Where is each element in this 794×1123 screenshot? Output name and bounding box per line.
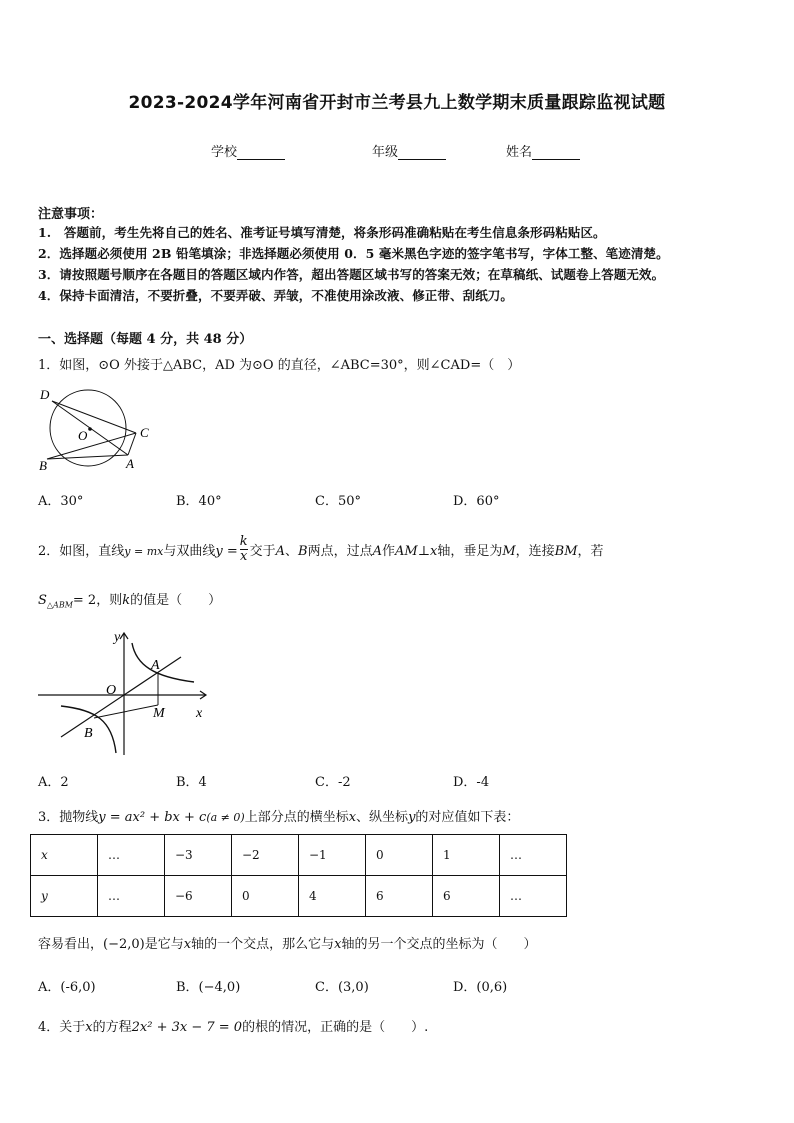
q3-option-d[interactable]: D．(0,6) xyxy=(453,980,508,995)
q1-option-d[interactable]: D．60° xyxy=(453,494,500,509)
q2-option-a[interactable]: A．2 xyxy=(38,775,69,790)
question-3-stem xyxy=(38,806,519,825)
table-cell: … xyxy=(98,835,165,876)
q1-option-a[interactable]: A．30° xyxy=(38,494,84,509)
label-b: B xyxy=(84,726,93,741)
table-cell: −2 xyxy=(232,835,299,876)
q2-area-sub: △ABM xyxy=(46,600,73,610)
label-d: D xyxy=(40,387,50,402)
table-cell: 0 xyxy=(366,835,433,876)
q3-condition: (a ≠ 0) xyxy=(206,811,245,824)
hyperbola-branch-1 xyxy=(132,643,194,682)
table-cell: 4 xyxy=(299,876,366,917)
grade-field[interactable] xyxy=(372,141,446,160)
question-2-stem-line2 xyxy=(38,589,221,610)
q2-x: x xyxy=(429,544,438,559)
grade-blank[interactable] xyxy=(398,147,446,160)
table-cell: 1 xyxy=(433,835,500,876)
label-a: A xyxy=(126,456,134,471)
q2-k: k xyxy=(122,593,131,608)
q3-l2-text-2: 是它与 xyxy=(144,937,184,952)
table-cell: … xyxy=(500,876,567,917)
q3-value-table xyxy=(30,834,567,917)
q2-option-b[interactable]: B．4 xyxy=(176,775,207,790)
table-cell: 6 xyxy=(433,876,500,917)
school-field[interactable] xyxy=(211,141,285,160)
q1-circle-figure xyxy=(30,383,160,473)
q3-y: y xyxy=(408,810,416,825)
q4-equation: 2x² + 3x − 7 = 0 xyxy=(131,1020,243,1035)
line-y-mx xyxy=(61,657,181,737)
notice-item-1: 1. 答题前，考生先将自己的姓名、准考证号填写清楚，将条形码准确粘贴在考生信息条形码粘贴区。 xyxy=(38,225,606,240)
table-row xyxy=(31,835,567,876)
name-label: 姓名 xyxy=(506,145,533,160)
notice-item-4: 4．保持卡面清洁，不要折叠，不要弄破、弄皱，不准使用涂改液、修正带、刮纸刀。 xyxy=(38,288,513,303)
q2-frac-den: x xyxy=(240,549,248,564)
q2-text-10: 的值是（ ） xyxy=(130,593,222,608)
q3-l2-text-3: 轴的一个交点，那么它与 xyxy=(191,937,335,952)
label-x: x xyxy=(196,706,203,721)
q2-hyperbola-lhs: y = xyxy=(215,544,238,559)
q2-frac-num: k xyxy=(239,534,248,549)
q3-known-point: (−2,0) xyxy=(103,937,145,952)
q3-text-1: 3．抛物线 xyxy=(38,810,99,825)
q2-area-s: S xyxy=(38,593,47,608)
chord-ca xyxy=(128,433,136,455)
notice-heading: 注意事项： xyxy=(38,207,104,222)
q2-text-5: 作 xyxy=(382,544,396,559)
q2-text-3: 交于 xyxy=(249,544,276,559)
notice-item-2: 2．选择题必须使用 2B 铅笔填涂；非选择题必须使用 0．5 毫米黑色字迹的签字笔书写，字体工整、笔迹清楚。 xyxy=(38,246,669,261)
table-cell: … xyxy=(98,876,165,917)
q2-text-9: ，则 xyxy=(96,593,123,608)
q3-option-c[interactable]: C．(3,0) xyxy=(315,980,369,995)
section-heading: 一、选择题（每题 4 分，共 48 分） xyxy=(38,332,253,347)
q2-point-a2: A xyxy=(372,544,383,559)
q2-am: AM xyxy=(395,544,418,559)
q3-l2-x: x xyxy=(183,937,192,952)
q1-option-c[interactable]: C．50° xyxy=(315,494,361,509)
school-label: 学校 xyxy=(211,145,238,160)
q2-text-2: 与双曲线 xyxy=(163,544,216,559)
chord-dc xyxy=(52,401,136,433)
question-3-line2 xyxy=(38,933,536,952)
table-cell: 0 xyxy=(232,876,299,917)
q2-graph-figure xyxy=(36,625,216,760)
q2-area-value: = 2 xyxy=(72,593,97,608)
q3-text-4: 的对应值如下表： xyxy=(415,810,520,825)
q3-text-2: 上部分点的横坐标 xyxy=(244,810,349,825)
q2-text-7: ，连接 xyxy=(515,544,555,559)
q2-text-1: 2．如图，直线 xyxy=(38,544,125,559)
table-cell: 6 xyxy=(366,876,433,917)
name-field[interactable] xyxy=(506,141,580,160)
q4-x: x xyxy=(85,1020,93,1035)
q2-bm: BM xyxy=(554,544,578,559)
q2-option-c[interactable]: C．-2 xyxy=(315,775,351,790)
q2-text-4: 两点，过点 xyxy=(307,544,373,559)
table-cell: −1 xyxy=(299,835,366,876)
table-header-x: x xyxy=(31,835,98,876)
page-title: 2023-2024学年河南省开封市兰考县九上数学期末质量跟踪监视试题 xyxy=(128,93,666,113)
q2-text-6: 轴，垂足为 xyxy=(437,544,503,559)
q3-l2-x2: x xyxy=(334,937,342,952)
q3-text-3: 、纵坐标 xyxy=(356,810,409,825)
table-header-y: y xyxy=(31,876,98,917)
q2-fraction xyxy=(240,535,248,564)
q2-option-d[interactable]: D．-4 xyxy=(453,775,490,790)
question-1-stem: 1．如图，⊙O 外接于△ABC，AD 为⊙O 的直径，∠ABC=30°，则∠CAD=（ ） xyxy=(38,358,521,373)
q2-m: M xyxy=(502,544,516,559)
table-cell: −6 xyxy=(165,876,232,917)
q4-text-2: 的方程 xyxy=(92,1020,132,1035)
q2-point-a: A xyxy=(275,544,286,559)
q4-text-1: 4．关于 xyxy=(38,1020,86,1035)
q3-option-b[interactable]: B．(−4,0) xyxy=(176,980,241,995)
table-cell: … xyxy=(500,835,567,876)
question-2-stem xyxy=(38,534,604,566)
label-m: M xyxy=(153,706,165,721)
table-row xyxy=(31,876,567,917)
q3-l2-text-1: 容易看出， xyxy=(38,937,104,952)
label-origin: O xyxy=(106,683,117,698)
q2-sep: 、 xyxy=(285,544,299,559)
q2-point-b: B xyxy=(298,544,308,559)
q4-text-3: 的根的情况，正确的是（ ）. xyxy=(242,1020,429,1035)
notice-item-3: 3．请按照题号顺序在各题目的答题区域内作答，超出答题区域书写的答案无效；在草稿纸、试题卷上答题无效。 xyxy=(38,267,665,282)
q3-x: x xyxy=(348,810,357,825)
question-4-stem xyxy=(38,1016,428,1035)
q3-l2-text-4: 轴的另一个交点的坐标为（ ） xyxy=(341,937,537,952)
name-blank[interactable] xyxy=(532,147,580,160)
label-c: C xyxy=(140,425,149,440)
label-a: A xyxy=(151,658,160,673)
label-y: y xyxy=(114,630,121,645)
q2-line-equation: y = mx xyxy=(124,545,164,558)
table-cell: −3 xyxy=(165,835,232,876)
center-point xyxy=(88,427,92,431)
q1-option-b[interactable]: B．40° xyxy=(176,494,222,509)
school-blank[interactable] xyxy=(237,147,285,160)
q2-perp: ⊥ xyxy=(417,544,430,559)
label-o: O xyxy=(78,428,88,443)
q3-option-a[interactable]: A．(-6,0) xyxy=(38,980,96,995)
segment-bm xyxy=(94,705,158,718)
q2-text-8: ，若 xyxy=(577,544,604,559)
label-b: B xyxy=(39,458,47,473)
q3-equation: y = ax² + bx + c xyxy=(98,810,207,825)
grade-label: 年级 xyxy=(372,145,399,160)
